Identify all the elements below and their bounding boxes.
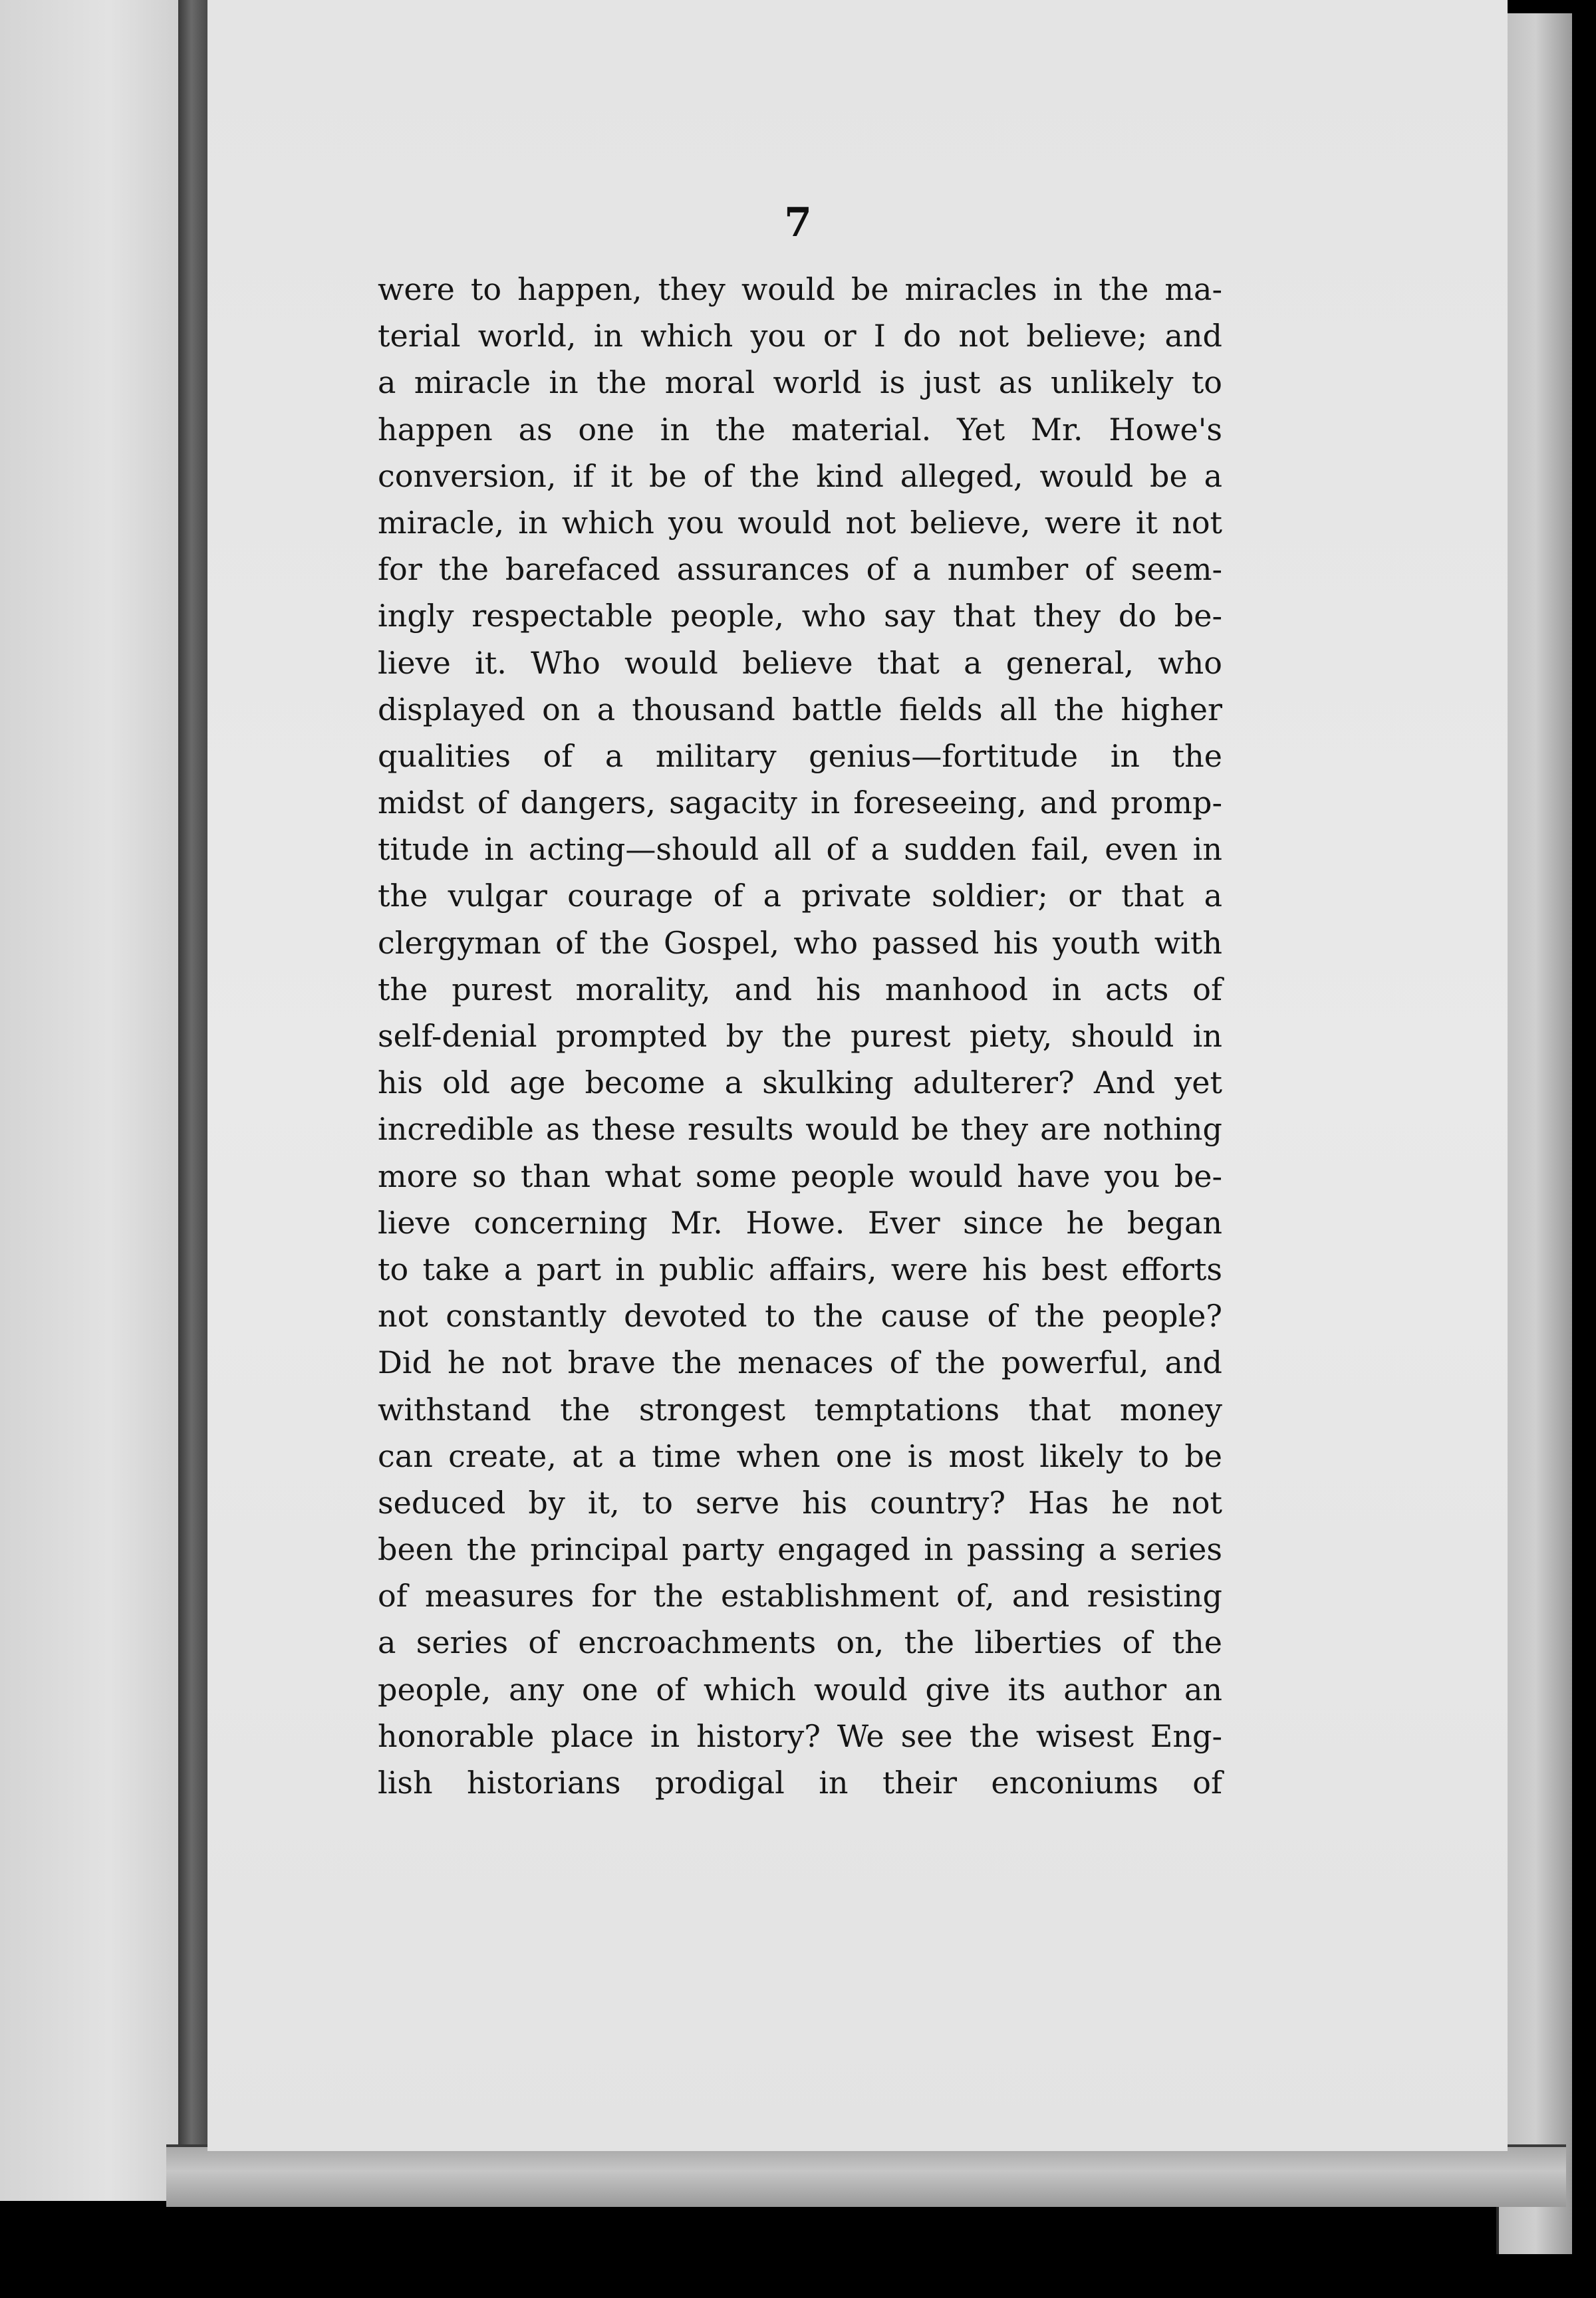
text-line: incredible as these results would be they are nothing	[378, 1111, 1222, 1148]
text-line: happen as one in the material. Yet Mr. Howe's	[378, 411, 1222, 447]
text-line: been the principal party engaged in passing a series	[378, 1531, 1222, 1568]
text-line: midst of dangers, sagacity in foreseeing, and promp-	[378, 785, 1222, 821]
bottom-page-edge	[166, 2144, 1566, 2207]
text-line: seduced by it, to serve his country? Has he not	[378, 1484, 1222, 1521]
text-line: terial world, in which you or I do not believe; and	[378, 318, 1222, 354]
text-line: lish historians prodigal in their enconiums of	[378, 1765, 1222, 1801]
text-line: people, any one of which would give its author an	[378, 1671, 1222, 1708]
text-line: clergyman of the Gospel, who passed his youth with	[378, 924, 1222, 961]
text-line: self-denial prompted by the purest piety, should in	[378, 1018, 1222, 1054]
text-line: ingly respectable people, who say that they do be-	[378, 598, 1222, 634]
book-spine	[178, 0, 207, 2201]
text-line: Did he not brave the menaces of the powerful, and	[378, 1344, 1222, 1381]
text-line: of measures for the establishment of, and resisting	[378, 1578, 1222, 1614]
text-line: not constantly devoted to the cause of the people?	[378, 1298, 1222, 1335]
text-line: more so than what some people would have you be-	[378, 1158, 1222, 1194]
text-line: to take a part in public affairs, were his best efforts	[378, 1251, 1222, 1287]
text-line: lieve it. Who would believe that a general, who	[378, 644, 1222, 681]
left-page-edge	[0, 0, 183, 2201]
text-line: the purest morality, and his manhood in acts of	[378, 971, 1222, 1007]
text-line: a miracle in the moral world is just as unlikely to	[378, 364, 1222, 401]
right-page-edge	[1496, 13, 1572, 2254]
text-line: the vulgar courage of a private soldier; or that a	[378, 878, 1222, 914]
text-line: were to happen, they would be miracles in the ma-	[378, 271, 1222, 307]
text-line: conversion, if it be of the kind alleged, would be a	[378, 457, 1222, 494]
text-line: titude in acting—should all of a sudden fail, even in	[378, 831, 1222, 868]
text-line: lieve concerning Mr. Howe. Ever since he began	[378, 1204, 1222, 1241]
text-line: a series of encroachments on, the liberties of the	[378, 1624, 1222, 1661]
body-text	[378, 266, 1222, 1806]
text-line: withstand the strongest temptations that money	[378, 1391, 1222, 1428]
text-line: honorable place in history? We see the wisest Eng-	[378, 1718, 1222, 1754]
page-number: 7	[784, 199, 812, 246]
text-line: for the barefaced assurances of a number of seem-	[378, 551, 1222, 588]
text-line: can create, at a time when one is most likely to be	[378, 1438, 1222, 1474]
text-line: his old age become a skulking adulterer? And yet	[378, 1065, 1222, 1101]
text-line: qualities of a military genius—fortitude in the	[378, 737, 1222, 774]
text-line: miracle, in which you would not believe, were it not	[378, 504, 1222, 541]
text-line: displayed on a thousand battle fields all the higher	[378, 691, 1222, 727]
